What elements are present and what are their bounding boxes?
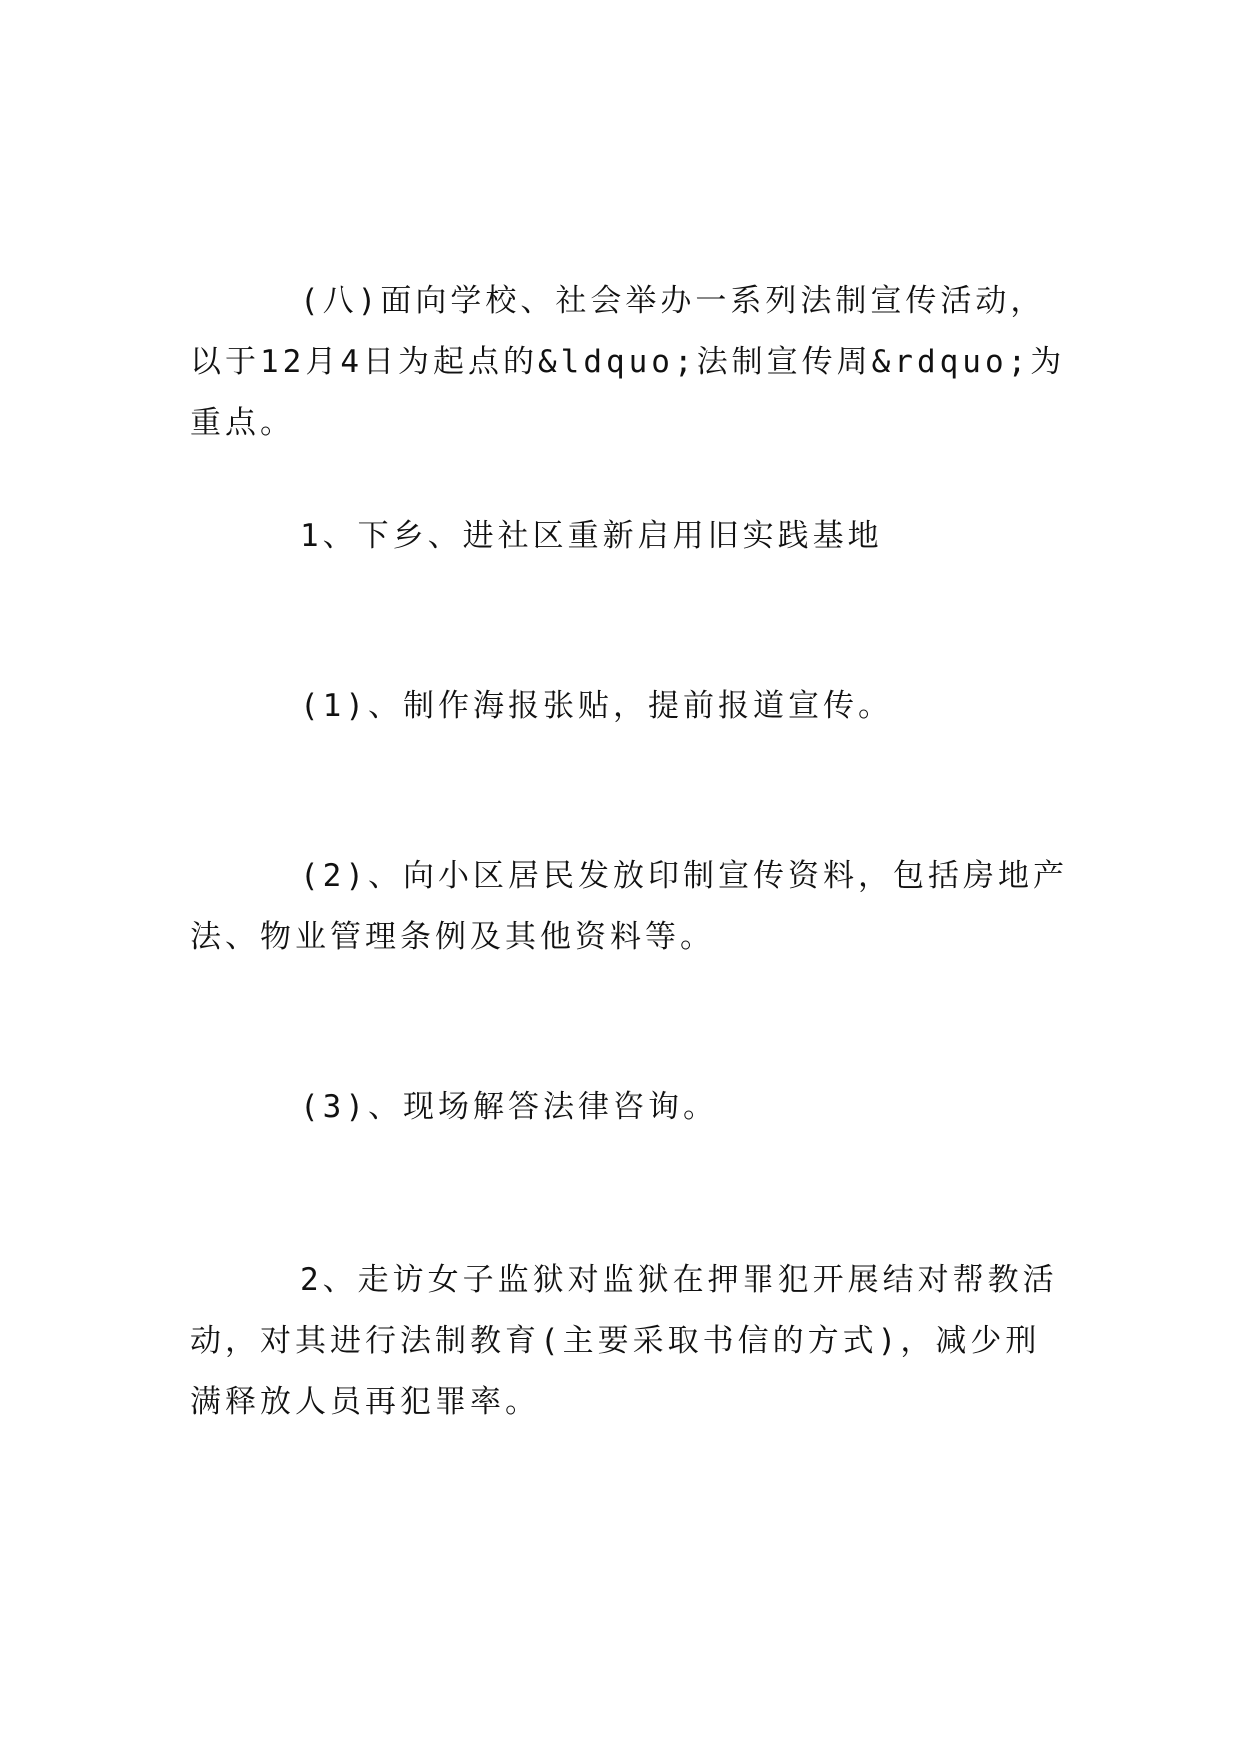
paragraph-section-eight: (八)面向学校、社会举办一系列法制宣传活动，以于12月4日为起点的&ldquo;法制宣传周&rdquo;为重点。 <box>190 283 1066 441</box>
paragraph-subitem-1: (1)、制作海报张贴，提前报道宣传。 <box>300 688 893 724</box>
paragraph-item-1: 1、下乡、进社区重新启用旧实践基地 <box>300 518 883 554</box>
paragraph-subitem-2: (2)、向小区居民发放印制宣传资料，包括房地产法、物业管理条例及其他资料等。 <box>190 858 1068 955</box>
paragraph-item-2: 2、走访女子监狱对监狱在押罪犯开展结对帮教活动，对其进行法制教育(主要采取书信的方式)，减少刑满释放人员再犯罪率。 <box>190 1262 1058 1420</box>
paragraph-subitem-3: (3)、现场解答法律咨询。 <box>300 1089 718 1125</box>
